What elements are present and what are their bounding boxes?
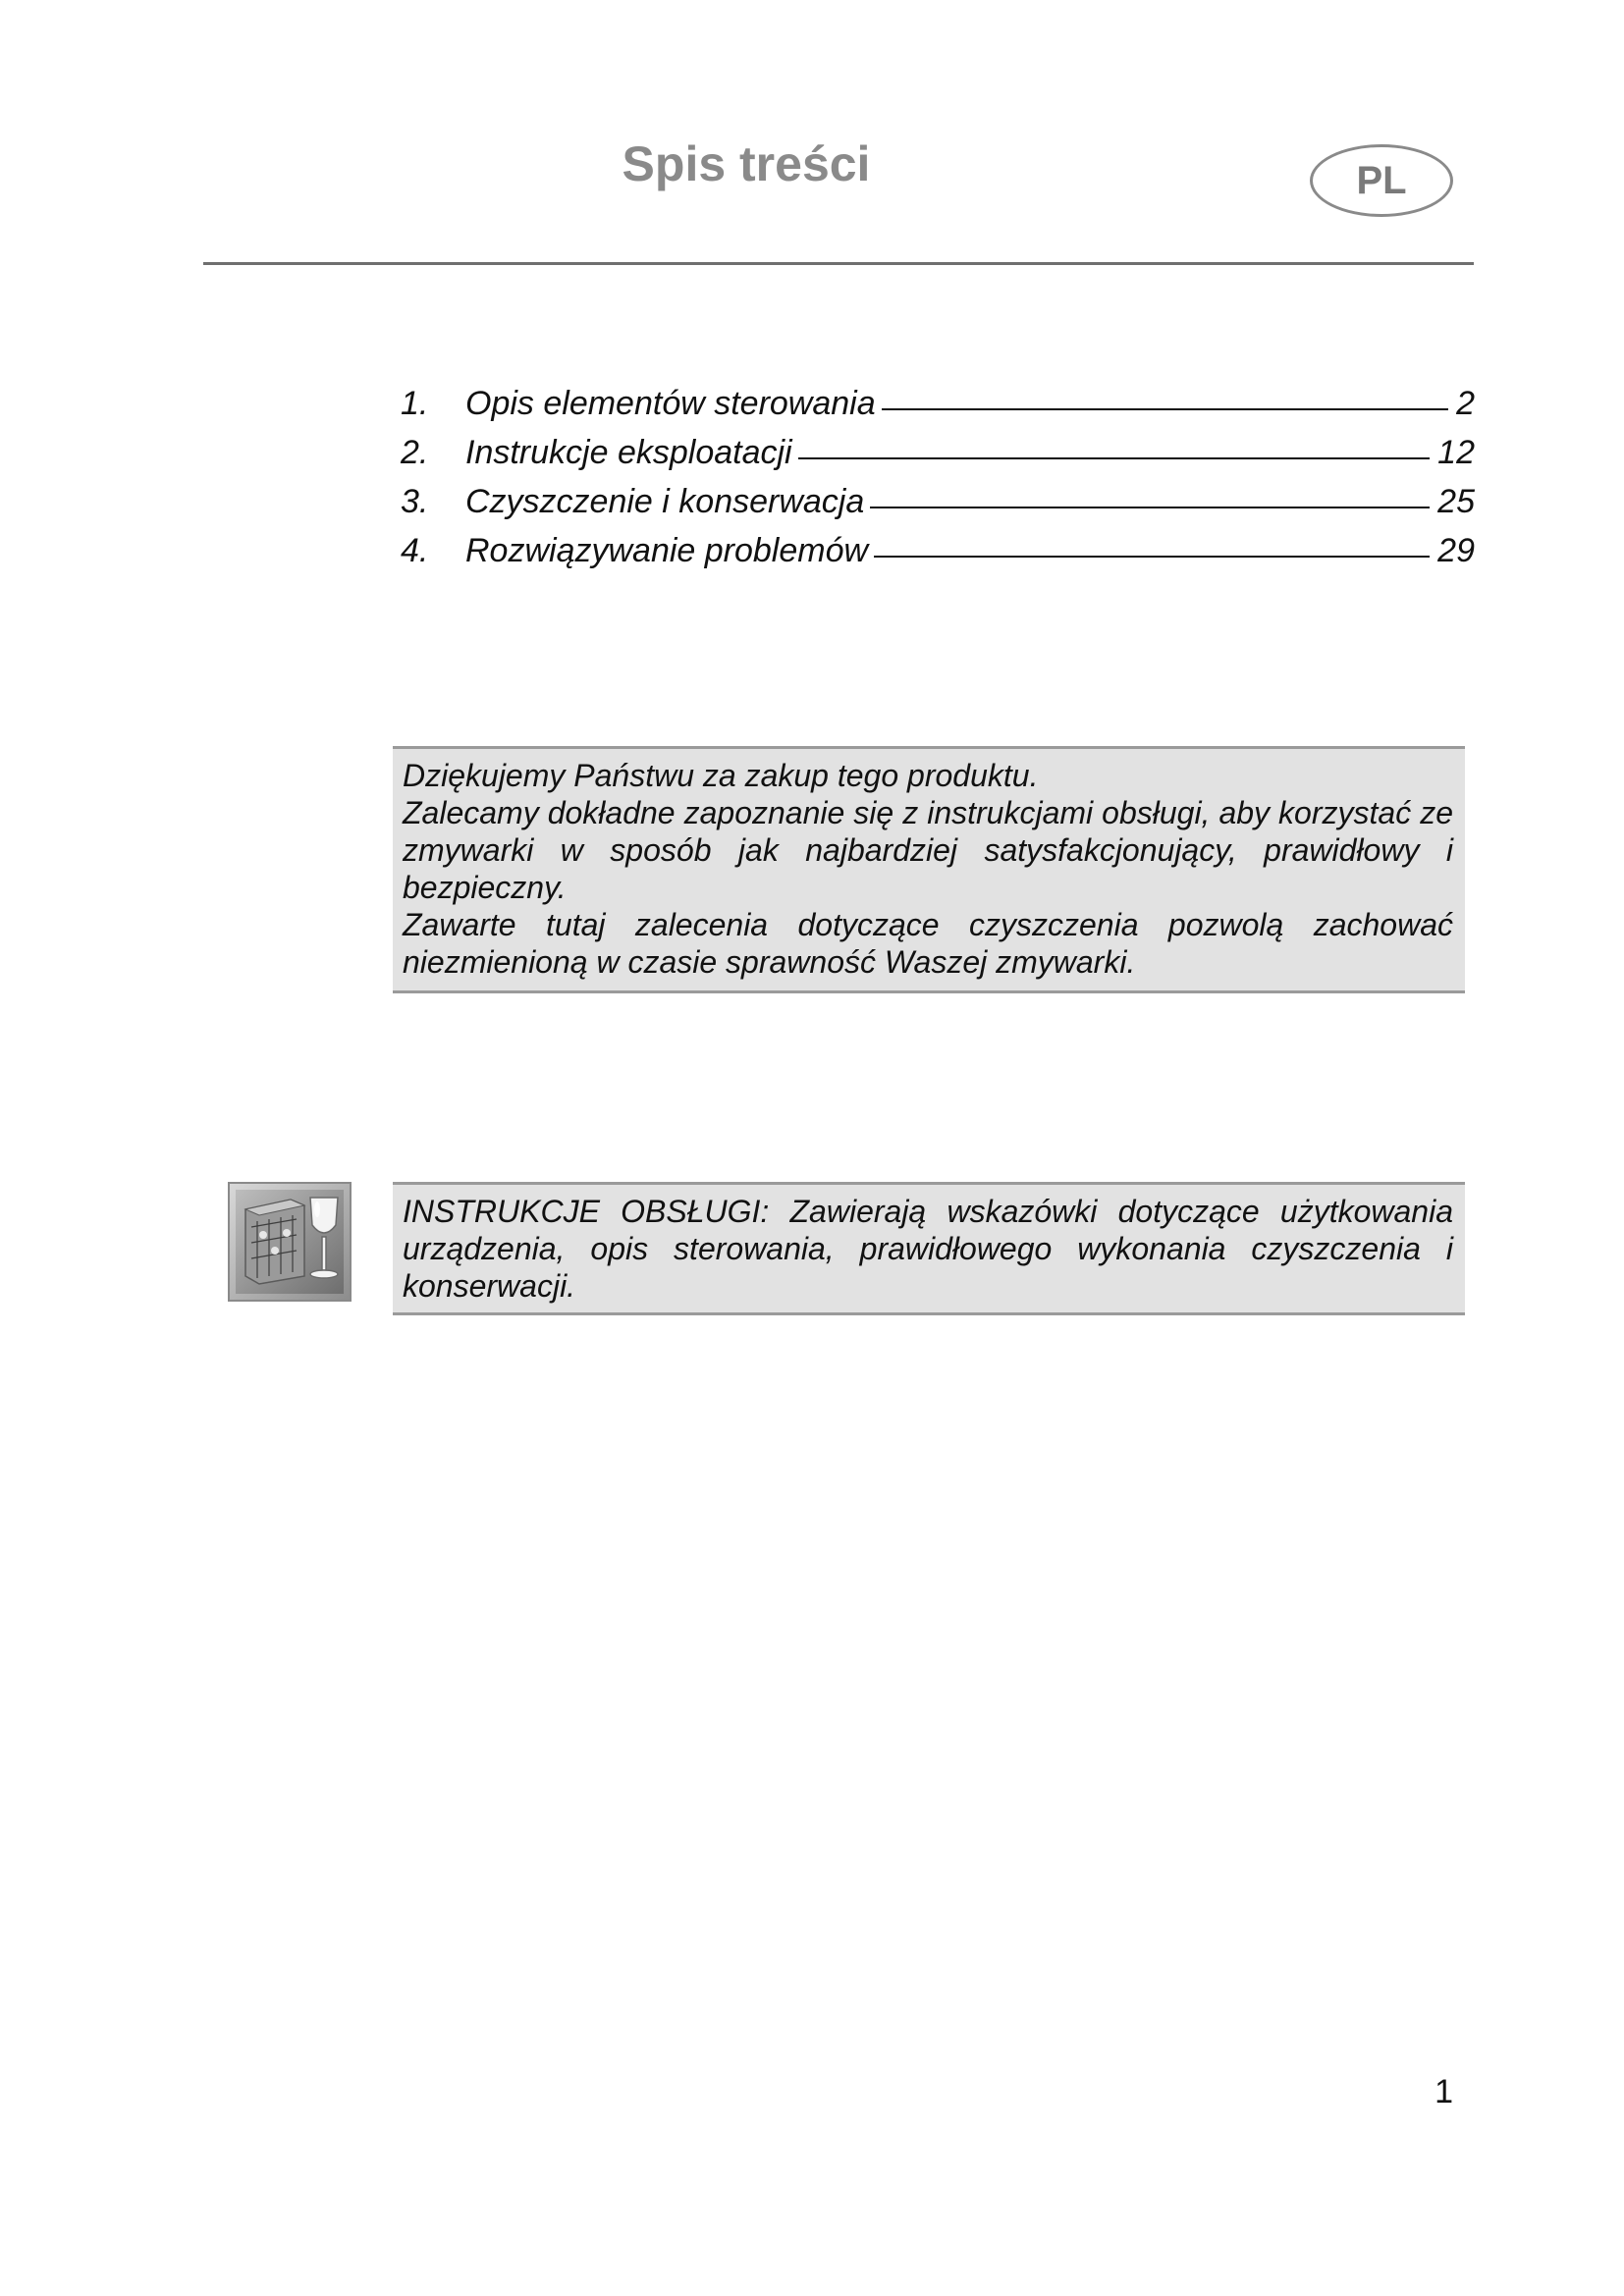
toc-item-label: Opis elementów sterowania: [465, 385, 876, 422]
toc-leader-line: [798, 457, 1431, 459]
toc-leader-line: [870, 507, 1430, 508]
header-divider: [203, 262, 1474, 265]
recommendation-paragraph: Zalecamy dokładne zapoznanie się z instrukcjami obsługi, aby korzystać ze zmywarki w sposób jak najbardziej satysfakcjonujący, prawidłowy i bezpieczny.: [403, 795, 1453, 905]
toc-item-label: Instrukcje eksploatacji: [465, 434, 792, 471]
toc-item-page: 25: [1437, 483, 1475, 520]
cleaning-paragraph: Zawarte tutaj zalecenia dotyczące czyszczenia pozwolą zachować niezmienioną w czasie sprawność Waszej zmywarki.: [403, 907, 1453, 980]
page-title: Spis treści: [622, 136, 871, 191]
toc-item-number: 3.: [401, 483, 429, 520]
toc-item[interactable]: [401, 385, 1475, 434]
thanks-paragraph: Dziękujemy Państwu za zakup tego produktu.: [403, 758, 1039, 793]
toc-item-page: 2: [1456, 385, 1475, 422]
toc-item[interactable]: [401, 483, 1475, 532]
toc-item-page: 29: [1437, 532, 1475, 569]
toc-item-number: 1.: [401, 385, 429, 422]
table-of-contents: [401, 385, 1475, 581]
instructions-text: INSTRUKCJE OBSŁUGI: Zawierają wskazówki dotyczące użytkowania urządzenia, opis sterowania, prawidłowego wykonania czyszczenia i konserwacji.: [403, 1194, 1453, 1304]
toc-item-label: Rozwiązywanie problemów: [465, 532, 869, 569]
toc-item-label: Czyszczenie i konserwacja: [465, 483, 865, 520]
toc-item-page: 12: [1437, 434, 1475, 471]
toc-item-number: 2.: [401, 434, 429, 471]
toc-item[interactable]: [401, 532, 1475, 581]
toc-leader-line: [874, 556, 1430, 558]
toc-item[interactable]: [401, 434, 1475, 483]
thank-you-box: [393, 746, 1465, 993]
toc-item-number: 4.: [401, 532, 429, 569]
page-number: 1: [1435, 2073, 1453, 2110]
instructions-box: [393, 1182, 1465, 1315]
language-badge: PL: [1310, 144, 1453, 217]
dishwasher-glass-icon: [228, 1182, 352, 1302]
toc-leader-line: [882, 408, 1448, 410]
